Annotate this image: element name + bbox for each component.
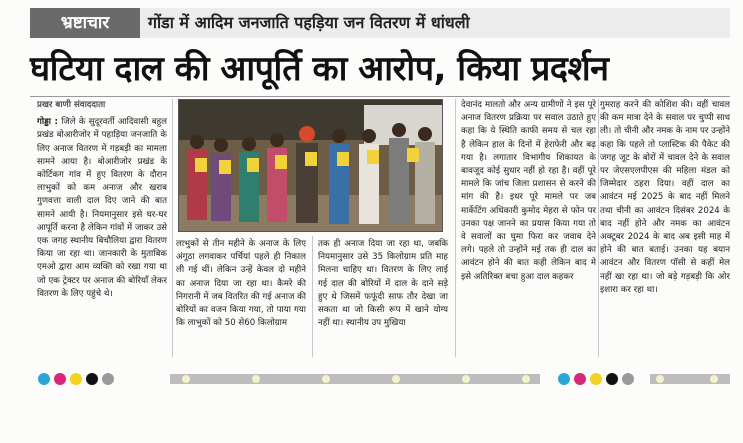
article-column-4 xyxy=(461,99,596,357)
column-divider xyxy=(312,236,313,357)
article-column-1 xyxy=(37,99,167,357)
article-column-2 xyxy=(176,238,306,356)
protest-photo xyxy=(178,99,443,232)
registration-dot-yellow xyxy=(70,373,82,385)
registration-bar xyxy=(650,374,730,384)
kicker-text: गोंडा में आदिम जनजाति पहड़िया जन वितरण में धांधली xyxy=(148,13,470,32)
column-divider xyxy=(598,99,599,357)
registration-dot-grey xyxy=(102,373,114,385)
registration-strip xyxy=(30,370,730,388)
column-5-text: गुमराह करने की कोशिश की। वहीं चावल की कम मात्रा देने के सवाल पर चुप्पी साध ली। तो चीनी और नमक के नाम पर उन्होंने कहा कि पहले तो प्लास्टिक की पैकेट की जगह जूट के बोरों में चावल देने के सवाल पर जेएसएलपीएस की महिला मंडल को जिम्मेदार ठहरा दिया। वहीं दाल का आवंटन मई 2025 के बाद नहीं मिलने तथा चीनी का आवंटन दिसंबर 2024 के बाद नहीं होने और नमक का आवंटन अक्टूबर 2024 के बाद अब इसी माह में होने की बात बताई। उनका यह बयान आवंटन और वितरण पॉसी से कहीं मेल नहीं खा रहा था। जो बड़े गड़बड़ी कि ओर इशारा कर रहा था। xyxy=(600,100,730,295)
article-column-5 xyxy=(600,99,730,357)
registration-dot-black xyxy=(86,373,98,385)
column-1-text: जिले के सुदूरवर्ती आदिवासी बहुल प्रखंड बोआरीजोर में पहाड़िया जनजाति के लिए अनाज वितरण में गड़बड़ी का मामला सामने आया है। बोआरीजोर प्रखंड के कोर्टिकग गांव में हुए वितरण के दौरान लाभुकों को कम अनाज और खराब गुणवत्ता वाली दाल दिए जाने की बात सामने आयी है। नियमानुसार इसे घर-घर आपूर्ति करना है लेकिन गांवों में जाकर उसे एक जगह स्थानीय बिचौलिया द्वारा वितरण किया जा रहा था। जानकारी के मुताबिक एमओ द्वारा आम व्यक्ति को रखा गया था जो एक ट्रेक्टर पर अनाज की बोरियाँ लेकर वितरण के लिए पहुंचे थे। xyxy=(37,117,167,299)
column-4-text: देवानंद मालतो और अन्य ग्रामीणों ने इस पूरे अनाज वितरण प्रक्रिया पर सवाल उठाते हुए कहा कि ये स्थिति काफी समय से चल रहा है लेकिन हाल के दिनों में हेराफेरी और बढ़ गया है। लगातार विभागीय शिकायत के बावजूद कोई सुधार नहीं हो रहा है। वहीं पूरे मामले कि जांच जिला प्रशासन से करने की मांग की है। इधर पूरे मामले पर जब मार्केटिंग अधिकारी कुमोद मेहरा से फोन पर उनका पक्ष जानने का प्रयास किया गया तो वे सवालों का घुमा फिरा कर जवाब देने लगे। पहले तो उन्होंने मई तक ही दाल का आवंटन होने की बात कही लेकिन बाद मे इसे अतिरिक्त बचा हुआ दाल कहकर xyxy=(461,100,596,282)
registration-dot-black xyxy=(606,373,618,385)
registration-dot-cyan xyxy=(38,373,50,385)
column-3-text: तक ही अनाज दिया जा रहा था, जबकि नियमानुसार उसे 35 किलोग्राम प्रति माह मिलना चाहिए था। वितरण के लिए लाई गई दाल की बोरियों में दाल के दाने सड़े हुए थे जिसमें फफूंदी साफ तौर देखा जा सकता था जो किसी रूप में खाने योग्य नहीं था। स्थानीय उप मुखिया xyxy=(318,239,448,329)
headline-rule xyxy=(30,96,730,97)
group-photo-icon xyxy=(179,100,443,232)
column-divider xyxy=(172,99,173,357)
registration-dot-yellow xyxy=(590,373,602,385)
byline: प्रखर बाणी संवाददाता xyxy=(37,100,106,110)
kicker-tag: भ्रष्टाचार xyxy=(30,8,140,38)
registration-dot-cyan xyxy=(558,373,570,385)
dateline: गोड्डा : xyxy=(37,117,58,128)
registration-dot-grey xyxy=(622,373,634,385)
column-2-text: लाभुकों से तीन महीने के अनाज के लिए अंगूठा लगवाकर पर्चियां पहले ही निकाल ली गई थीं। लेकिन उन्हें केवल दो महीने का अनाज दिया जा रहा था। कैमरे की निगरानी में जब वितरित की गई अनाज की बोरियों का वजन किया गया, तो पाया गया कि लाभुकों को 50 से60 किलोग्राम xyxy=(176,239,306,329)
registration-dot-magenta xyxy=(54,373,66,385)
registration-bar xyxy=(170,374,540,384)
column-divider xyxy=(455,99,456,357)
headline: घटिया दाल की आपूर्ति का आरोप, किया प्रदर्शन xyxy=(30,49,609,89)
registration-dot-magenta xyxy=(574,373,586,385)
article-column-3 xyxy=(318,238,448,356)
kicker-bar xyxy=(30,8,730,38)
